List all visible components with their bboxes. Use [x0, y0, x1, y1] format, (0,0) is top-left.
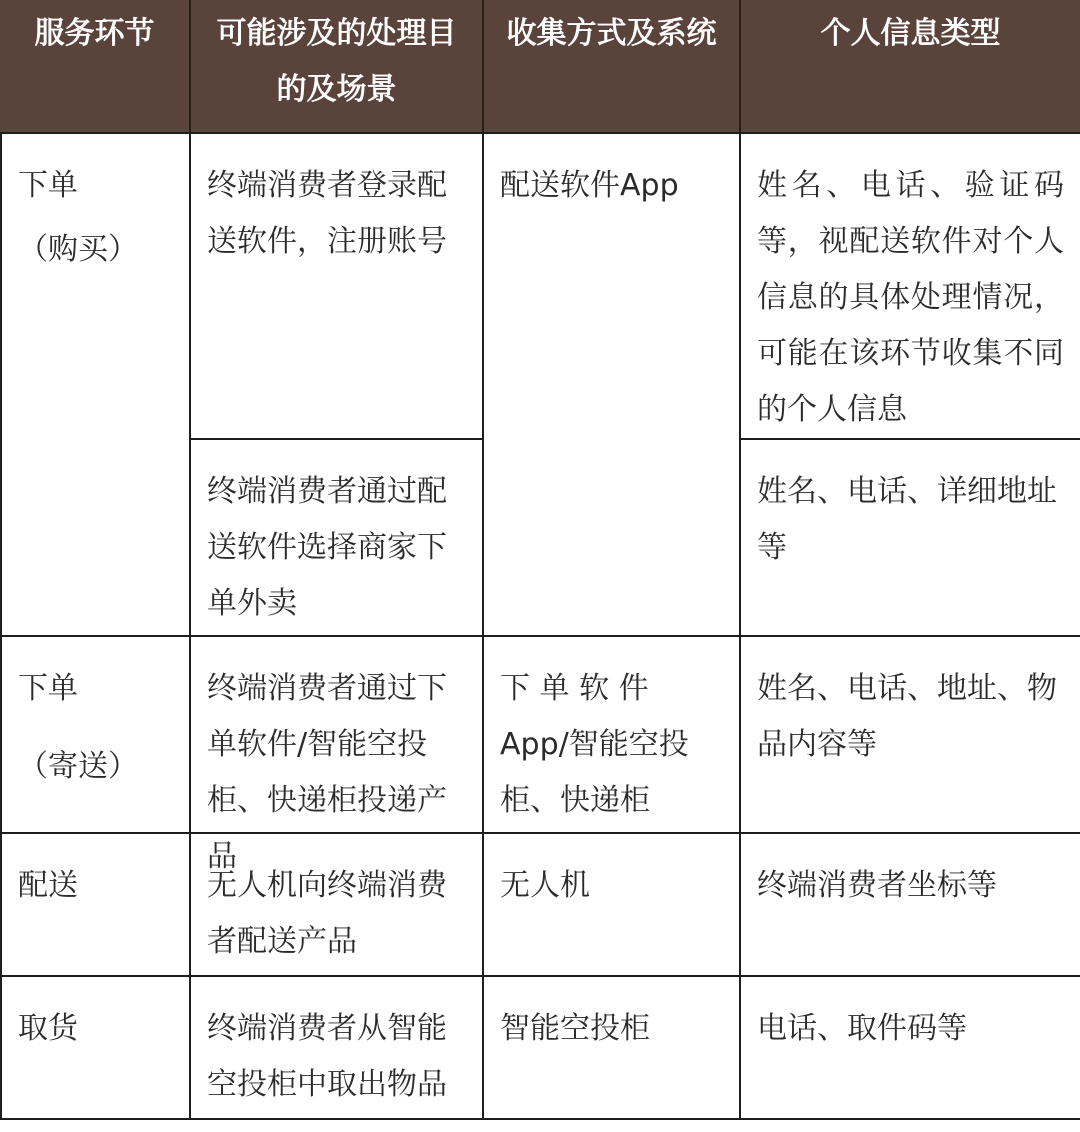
stage-order-send-line2: （寄送） [18, 749, 138, 784]
stage-order-buy-line1: 下单 [18, 168, 78, 203]
scenario-login-register: 终端消费者登录配送软件，注册账号 [191, 134, 484, 440]
stage-order-buy-line2: （购买） [18, 232, 138, 267]
stage-order-send-line1: 下单 [18, 671, 78, 706]
collection-smart-locker: 智能空投柜 [484, 977, 741, 1120]
header-service-stage: 服务环节 [0, 0, 191, 134]
collection-delivery-app: 配送软件App [484, 134, 741, 637]
header-purpose-scenario: 可能涉及的处理目的及场景 [191, 0, 484, 134]
scenario-send-parcel: 终端消费者通过下单软件/智能空投柜、快递柜投递产品 [191, 637, 484, 834]
collection-send-system: 下 单 软 件 App/智能空投柜、快递柜 [484, 637, 741, 834]
stage-order-buy [0, 134, 191, 637]
stage-order-send [0, 637, 191, 834]
stage-pickup: 取货 [0, 977, 191, 1120]
scenario-order-takeout: 终端消费者通过配送软件选择商家下单外卖 [191, 440, 484, 637]
header-info-type: 个人信息类型 [741, 0, 1080, 134]
info-order-takeout: 姓名、电话、详细地址等 [741, 440, 1080, 637]
scenario-drone-delivery: 无人机向终端消费者配送产品 [191, 834, 484, 977]
info-pickup: 电话、取件码等 [741, 977, 1080, 1120]
header-collection-method: 收集方式及系统 [484, 0, 741, 134]
info-send-parcel: 姓名、电话、地址、物品内容等 [741, 637, 1080, 834]
stage-delivery: 配送 [0, 834, 191, 977]
info-drone-delivery: 终端消费者坐标等 [741, 834, 1080, 977]
collection-drone: 无人机 [484, 834, 741, 977]
scenario-pickup: 终端消费者从智能空投柜中取出物品 [191, 977, 484, 1120]
info-login-register: 姓名、电话、验证码等，视配送软件对个人信息的具体处理情况，可能在该环节收集不同的个人信息 [741, 134, 1080, 440]
